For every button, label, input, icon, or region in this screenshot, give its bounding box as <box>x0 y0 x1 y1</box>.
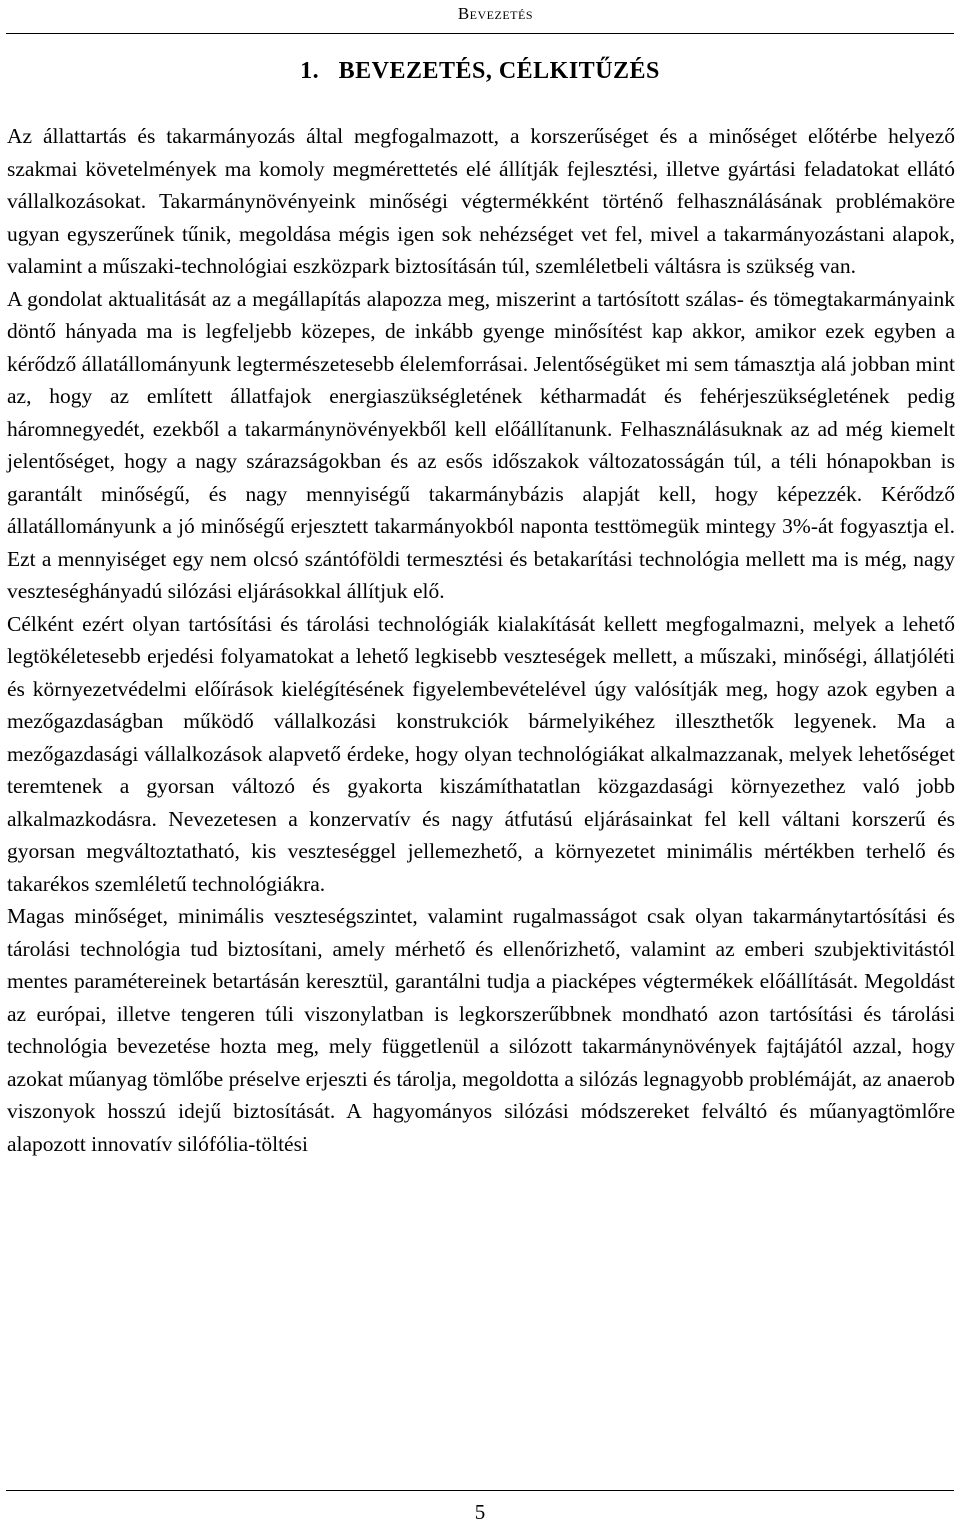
paragraph-3: Célként ezért olyan tartósítási és tárolási technológiák kialakítását kellett megfogalmazni, melyek a lehető legtökéletesebb erjedési folyamatokat a lehető legkisebb veszteségek mellett, a műszaki, minőségi, állatjóléti és környezetvédelmi előírások kielégítésének figyelembevételével úgy valósítják meg, hogy azok egyben a mezőgazdaságban működő vállalkozási konstrukciók bármelyikéhez illeszthetők legyenek. Ma a mezőgazdasági vállalkozások alapvető érdeke, hogy olyan technológiákat alkalmazzanak, melyek lehetőséget teremtenek a gyorsan változó és gyakorta kiszámíthatatlan közgazdasági környezethez való jobb alkalmazkodásra. Nevezetesen a konzervatív és nagy átfutású eljárásainkat fel kell váltani korszerű és gyorsan megváltoztatható, kis veszteséggel jellemezhető, a környezetet minimális mértékben terhelő és takarékos szemléletű technológiákra. <box>7 611 955 896</box>
page-number: 5 <box>474 1500 486 1524</box>
page-header <box>0 0 960 36</box>
body-text <box>7 120 955 1160</box>
paragraph-4: Magas minőséget, minimális veszteségszintet, valamint rugalmasságot csak olyan takarmánytartósítási és tárolási technológia tud biztosítani, amely mérhető és ellenőrizhető, valamint az emberi szubjektivitástól mentes paramétereinek betartásán keresztül, garantálni tudja a piacképes végtermékek előállítását. Megoldást az európai, illetve tengeren túli viszonylatban is legkorszerűbbnek mondható azon tartósítási és tárolási technológia bevezetése hozta meg, mely függetlenül a silózott takarmánynövények fajtájától azzal, hogy azokat műanyag tömlőbe préselve erjeszti és tárolja, megoldotta a silózás legnagyobb problémáját, az anaerob viszonyok hosszú idejű biztosítását. A hagyományos silózási módszereket felváltó és műanyagtömlőre alapozott innovatív silófólia-töltési <box>7 904 955 1156</box>
paragraph-1: Az állattartás és takarmányozás által megfogalmazott, a korszerűséget és a minőséget előtérbe helyező szakmai követelmények ma komoly megmérettetés elé állítják fejlesztési, illetve gyártási feladatokat ellátó vállalkozásokat. Takarmánynövényeink minőségi végtermékként történő felhasználásának problémaköre ugyan egyszerűnek tűnik, megoldása mégis igen sok nehézséget vet fel, mivel a takarmányozástani alapok, valamint a műszaki-technológiai eszközpark biztosításán túl, szemléletbeli váltásra is szükség van. <box>7 124 955 278</box>
footer-rule <box>6 1490 954 1491</box>
header-rule <box>6 33 954 34</box>
running-head: Bevezetés <box>457 4 533 23</box>
paragraph-2: A gondolat aktualitását az a megállapítás alapozza meg, miszerint a tartósított szálas- és tömegtakarmányaink döntő hányada ma is legfeljebb közepes, de inkább gyenge minősítést kap akkor, amikor ezek egyben a kérődző állatállományunk legtermészetesebb élelemforrásai. Jelentőségüket mi sem támasztja alá jobban mint az, hogy az említett állatfajok energiaszükségletének kétharmadát és fehérjeszükségletének pedig háromnegyedét, ezekből a takarmánynövényekből kell előállítanunk. Felhasználásuknak az ad még kiemelt jelentőséget, hogy a nagy szárazságokban és az esős időszakok változatosságán túl, a téli hónapokban is garantált minőségű, és nagy mennyiségű takarmánybázis alapját kell, hogy képezzék. Kérődző állatállományunk a jó minőségű erjesztett takarmányokból naponta testtömegük mintegy 3%-át fogyasztja el. Ezt a mennyiséget egy nem olcsó szántóföldi termesztési és betakarítási technológia mellett ma is még, nagy veszteséghányadú silózási eljárásokkal állítjuk elő. <box>7 286 955 603</box>
chapter-title: 1. BEVEZETÉS, CÉLKITŰZÉS <box>300 58 660 84</box>
